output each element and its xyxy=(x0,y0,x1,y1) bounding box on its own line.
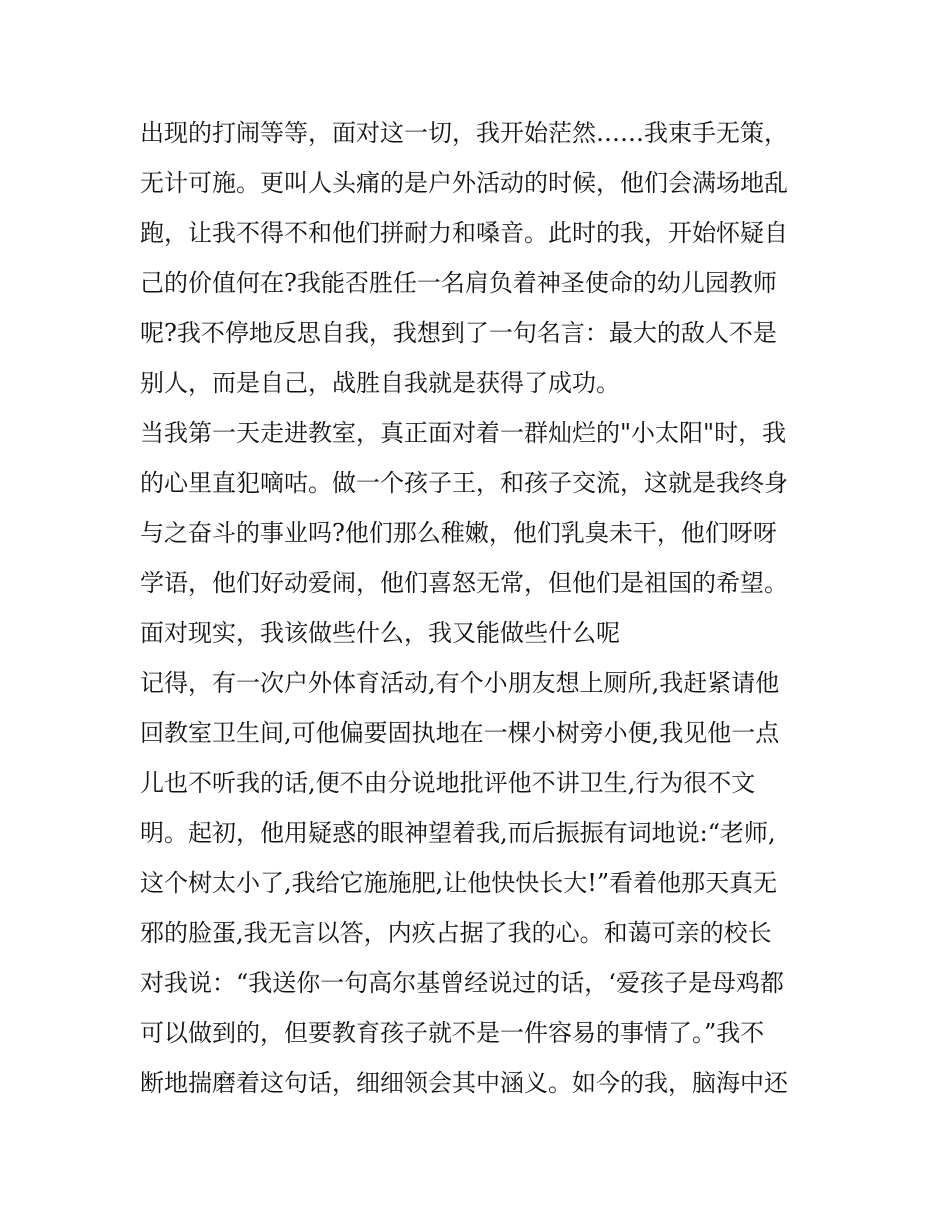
text-line: 这个树太小了,我给它施施肥,让他快快长大!”看着他那天真无 xyxy=(140,869,778,897)
text-line: 儿也不听我的话,便不由分说地批评他不讲卫生,行为很不文 xyxy=(140,769,756,797)
text-line: 对我说：“我送你一句高尔基曾经说过的话，‘爱孩子是母鸡都 xyxy=(140,969,784,997)
text-line: 呢?我不停地反思自我，我想到了一句名言：最大的敌人不是 xyxy=(140,319,777,347)
text-line: 出现的打闹等等，面对这一切，我开始茫然……我束手无策， xyxy=(140,119,788,147)
text-line: 明。起初，他用疑惑的眼神望着我,而后振振有词地说:“老师, xyxy=(140,819,776,847)
text-line: 断地揣磨着这句话，细细领会其中涵义。如今的我，脑海中还 xyxy=(140,1069,788,1097)
text-line: 无计可施。更叫人头痛的是户外活动的时候，他们会满场地乱 xyxy=(140,169,788,197)
text-line: 回教室卫生间,可他偏要固执地在一棵小树旁小便,我见他一点 xyxy=(140,719,780,747)
text-line: 记得，有一次户外体育活动,有个小朋友想上厕所,我赶紧请他 xyxy=(140,669,780,697)
text-line: 学语，他们好动爱闹，他们喜怒无常，但他们是祖国的希望。 xyxy=(140,569,788,597)
text-line: 可以做到的，但要教育孩子就不是一件容易的事情了。”我不 xyxy=(140,1019,765,1047)
body-text xyxy=(140,108,830,1108)
text-line: 己的价值何在?我能否胜任一名肩负着神圣使命的幼儿园教师 xyxy=(140,269,777,297)
text-line: 当我第一天走进教室，真正面对着一群灿烂的"小太阳"时，我 xyxy=(140,419,787,447)
text-line: 面对现实，我该做些什么，我又能做些什么呢 xyxy=(140,619,620,647)
text-line: 的心里直犯嘀咕。做一个孩子王，和孩子交流，这就是我终身 xyxy=(140,469,788,497)
text-line: 跑，让我不得不和他们拼耐力和嗓音。此时的我，开始怀疑自 xyxy=(140,219,788,247)
text-line: 与之奋斗的事业吗?他们那么稚嫩，他们乳臭未干，他们呀呀 xyxy=(140,519,777,547)
text-line: 别人，而是自己，战胜自我就是获得了成功。 xyxy=(140,369,620,397)
text-line: 邪的脸蛋,我无言以答，内疚占据了我的心。和蔼可亲的校长 xyxy=(140,919,772,947)
